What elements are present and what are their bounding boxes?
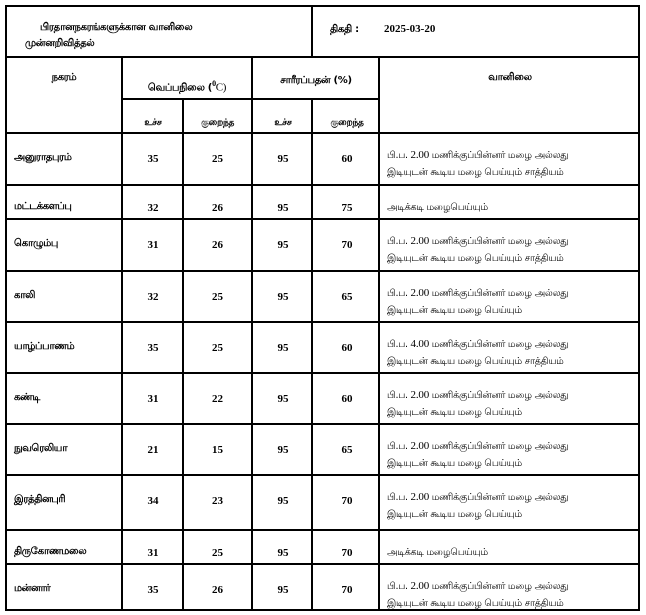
city-name: திருகோணமலை [14, 546, 87, 557]
cell-hmin: 65 [341, 291, 353, 303]
weather-line-2: இடியுடன் கூடிய மழை பெய்யும் சாத்தியம் [387, 356, 564, 367]
city-name: நுவரெலியா [14, 443, 68, 454]
cell-hmin: 70 [341, 584, 353, 596]
cell-hmax: 95 [277, 153, 289, 165]
grid-line [5, 270, 640, 272]
weather-description [387, 438, 568, 472]
grid-line [5, 609, 640, 611]
cell-tmin: 25 [212, 291, 223, 303]
cell-hmax: 95 [277, 444, 289, 456]
degree-superscript: 0 [212, 79, 216, 88]
cell-tmax: 31 [147, 547, 159, 559]
cell-tmin: 25 [212, 547, 223, 559]
cell-tmax: 31 [147, 239, 159, 251]
cell-hmin: 60 [341, 153, 353, 165]
grid-line [5, 218, 640, 220]
weather-description [387, 285, 568, 319]
cell-hmax: 95 [277, 342, 289, 354]
weather-description [387, 544, 488, 561]
subheader-hum-max: உச்ச [274, 118, 292, 128]
weather-line-1 [387, 387, 568, 404]
weather-text: மணிக்குப்பின்னர் மழை அல்லது [429, 441, 569, 452]
cell-hmax: 95 [277, 584, 289, 596]
grid-line [311, 98, 313, 611]
weather-line-1 [387, 233, 568, 250]
weather-line-1 [387, 489, 568, 506]
weather-text: மணிக்குப்பின்னர் மழை அல்லது [429, 236, 569, 247]
forecast-title-line-2 [25, 38, 94, 50]
grid-line [5, 184, 640, 186]
grid-line [5, 56, 640, 58]
weather-line-2: இடியுடன் கூடிய மழை பெய்யும் சாத்தியம் [387, 253, 564, 264]
cell-hmax: 95 [277, 202, 289, 214]
weather-line-1 [387, 438, 568, 455]
weather-time: 2.00 [410, 287, 429, 299]
weather-text: மணிக்குப்பின்னர் மழை அல்லது [429, 288, 569, 299]
cell-tmin: 15 [212, 444, 223, 456]
cell-hmin: 75 [341, 202, 353, 214]
cell-tmin: 26 [212, 239, 223, 251]
weather-time: 2.00 [410, 389, 429, 401]
weather-prefix: பி.ப. [387, 236, 411, 247]
weather-line-2: இடியுடன் கூடிய மழை பெய்யும் [387, 509, 522, 520]
cell-hmin: 60 [341, 342, 353, 354]
cell-hmin: 60 [341, 393, 353, 405]
weather-prefix: பி.ப. [387, 390, 411, 401]
weather-prefix: பி.ப. [387, 288, 411, 299]
weather-description [387, 387, 568, 421]
cell-tmin: 25 [212, 342, 223, 354]
weather-line-1 [387, 285, 568, 302]
title-line-1: பிரதானநகரங்களுக்கான வானிலை [40, 22, 193, 33]
cell-tmax: 21 [147, 444, 159, 456]
city-name: இரத்தினபுரி [14, 494, 66, 505]
weather-time: 2.00 [410, 580, 429, 592]
grid-line [5, 5, 640, 7]
cell-tmin: 22 [212, 393, 223, 405]
weather-line-2: இடியுடன் கூடிய மழை பெய்யும் சாத்தியம் [387, 167, 564, 178]
cell-tmin: 26 [212, 202, 223, 214]
cell-tmax: 35 [147, 584, 159, 596]
cell-hmin: 70 [341, 495, 353, 507]
weather-line-2: அடிக்கடி மழைபெய்யும் [387, 202, 488, 213]
weather-time: 2.00 [410, 491, 429, 503]
weather-time: 2.00 [410, 235, 429, 247]
cell-hmax: 95 [277, 393, 289, 405]
weather-description [387, 336, 568, 370]
grid-line [5, 474, 640, 476]
forecast-title [40, 22, 192, 34]
cell-tmax: 32 [147, 202, 159, 214]
weather-prefix: பி.ப. [387, 441, 411, 452]
grid-line [311, 5, 313, 58]
weather-description [387, 489, 568, 523]
weather-text: மணிக்குப்பின்னர் மழை அல்லது [429, 390, 569, 401]
weather-time: 2.00 [410, 149, 429, 161]
title-line-2: முன்னறிவித்தல் [25, 38, 95, 49]
temperature-unit: C) [215, 81, 227, 94]
grid-line [5, 529, 640, 531]
weather-line-1 [387, 336, 568, 353]
weather-line-1 [387, 578, 568, 595]
cell-hmin: 70 [341, 239, 353, 251]
weather-line-1 [387, 147, 568, 164]
grid-line [5, 321, 640, 323]
weather-description [387, 233, 568, 267]
cell-hmin: 65 [341, 444, 353, 456]
weather-line-2: அடிக்கடி மழைபெய்யும் [387, 547, 488, 558]
subheader-hum-min: குறைந்த [330, 118, 364, 128]
weather-text: மணிக்குப்பின்னர் மழை அல்லது [429, 150, 569, 161]
weather-description [387, 199, 488, 216]
grid-line [5, 132, 640, 134]
subheader-temp-max: உச்ச [144, 118, 162, 128]
weather-time: 4.00 [410, 338, 429, 350]
city-name: மன்னார் [14, 583, 51, 594]
grid-line [5, 5, 7, 611]
weather-text: மணிக்குப்பின்னர் மழை அல்லது [429, 581, 569, 592]
weather-time: 2.00 [410, 440, 429, 452]
grid-line [251, 56, 253, 611]
grid-line [5, 563, 640, 565]
cell-tmax: 35 [147, 153, 159, 165]
city-name: கண்டி [14, 392, 40, 403]
city-name: கொழும்பு [14, 238, 58, 249]
weather-prefix: பி.ப. [387, 150, 411, 161]
weather-text: மணிக்குப்பின்னர் மழை அல்லது [429, 339, 569, 350]
date-label: திகதி : [330, 24, 359, 35]
grid-line [5, 423, 640, 425]
weather-line-2: இடியுடன் கூடிய மழை பெய்யும் சாத்தியம் [387, 598, 564, 609]
grid-line [638, 5, 640, 611]
grid-line [182, 98, 184, 611]
weather-text: மணிக்குப்பின்னர் மழை அல்லது [429, 492, 569, 503]
weather-prefix: பி.ப. [387, 492, 411, 503]
weather-line-2: இடியுடன் கூடிய மழை பெய்யும் [387, 305, 522, 316]
weather-description [387, 147, 568, 181]
column-header-city: நகரம் [51, 72, 77, 83]
cell-hmax: 95 [277, 239, 289, 251]
cell-tmin: 25 [212, 153, 223, 165]
column-header-temperature [123, 79, 251, 94]
cell-hmax: 95 [277, 495, 289, 507]
cell-tmax: 31 [147, 393, 159, 405]
weather-prefix: பி.ப. [387, 581, 411, 592]
date-value: 2025-03-20 [384, 23, 436, 35]
weather-prefix: பி.ப. [387, 339, 411, 350]
cell-hmax: 95 [277, 547, 289, 559]
weather-line-2: இடியுடன் கூடிய மழை பெய்யும் [387, 458, 522, 469]
subheader-temp-min: குறைந்த [200, 118, 235, 128]
column-header-weather: வானிலை [488, 72, 532, 83]
cell-hmax: 95 [277, 291, 289, 303]
cell-tmin: 23 [212, 495, 223, 507]
city-name: மட்டக்களப்பு [14, 201, 72, 212]
grid-line [121, 56, 123, 611]
weather-description [387, 578, 568, 612]
cell-tmin: 26 [212, 584, 223, 596]
cell-hmin: 70 [341, 547, 353, 559]
city-name: யாழ்ப்பாணம் [14, 341, 75, 352]
cell-tmax: 32 [147, 291, 159, 303]
weather-line-2: இடியுடன் கூடிய மழை பெய்யும் [387, 407, 522, 418]
city-name: காலி [14, 290, 36, 301]
grid-line [5, 372, 640, 374]
grid-line [378, 56, 380, 611]
cell-tmax: 34 [147, 495, 159, 507]
city-name: அனுராதபுரம் [14, 152, 72, 163]
column-header-humidity: சாரீரப்பதன் (%) [280, 75, 352, 86]
temperature-label: வெப்பநிலை ( [147, 82, 213, 94]
cell-tmax: 35 [147, 342, 159, 354]
